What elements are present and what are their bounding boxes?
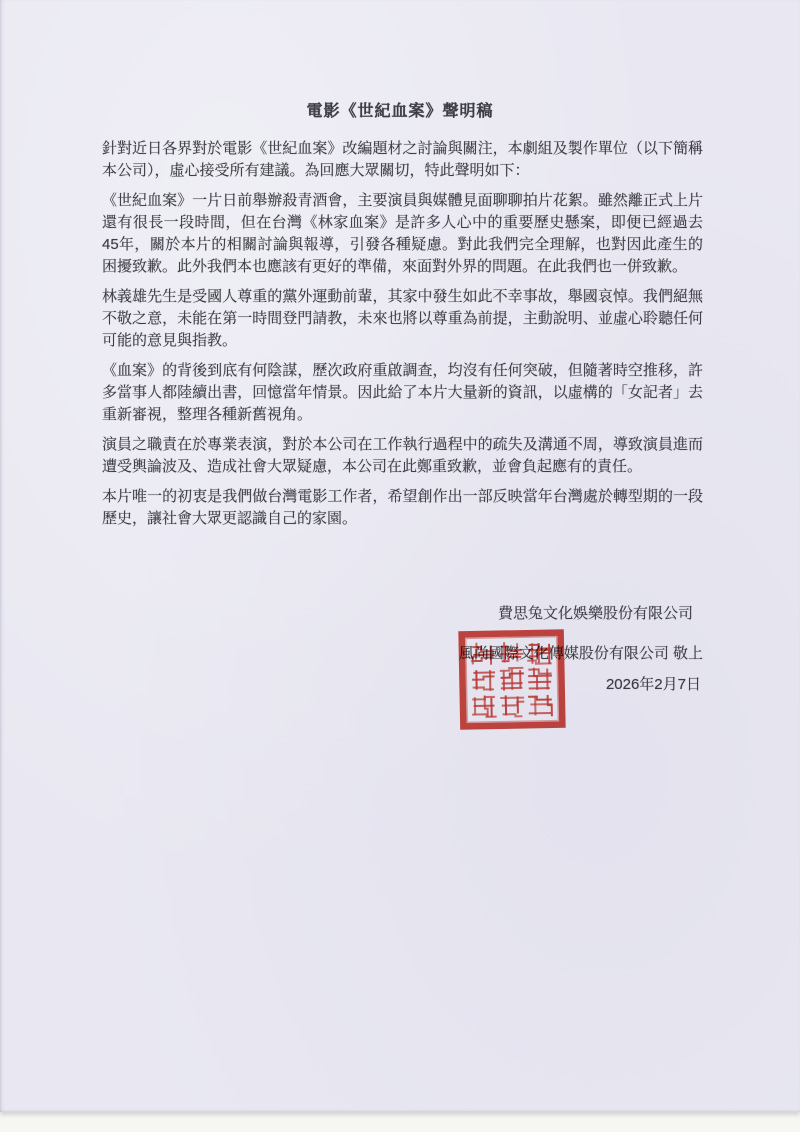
signature-company-secondary: 風尚國際文化傳媒股份有限公司 敬上 [458, 645, 703, 662]
paragraph-case-retrospective: 《血案》的背後到底有何陰謀，歷次政府重啟調查，均沒有任何突破，但隨著時空推移，許多當事人都陸續出書，回憶當年情景。因此給了本片大量新的資訊，以虛構的「女記者」去重新審視，整理各種新舊視角。 [102, 362, 703, 423]
document-title: 電影《世紀血案》聲明稿 [306, 103, 494, 120]
signature-date: 2026年2月7日 [605, 676, 701, 693]
paragraph-original-intention: 本片唯一的初衷是我們做台灣電影工作者，希望創作出一部反映當年台灣處於轉型期的一段歷史，讓社會大眾更認識自己的家園。 [102, 488, 703, 527]
signature-company-primary: 費思兔文化娛樂股份有限公司 [497, 605, 693, 622]
paragraph-actor-responsibility: 演員之職責在於專業表演，對於本公司在工作執行過程中的疏失及溝通不周，導致演員進而遭受輿論波及、造成社會大眾疑慮，本公司在此鄭重致歉，並會負起應有的責任。 [102, 436, 703, 475]
document-body [102, 138, 703, 530]
paragraph-statement-intro: 針對近日各界對於電影《世紀血案》改編題材之討論與關注，本劇組及製作單位（以下簡稱本公司），虛心接受所有建議。為回應大眾關切，特此聲明如下： [102, 140, 703, 179]
signature-block [102, 603, 703, 696]
paragraph-wrap-party-apology: 《世紀血案》一片日前舉辦殺青酒會，主要演員與媒體見面聊聊拍片花絮。雖然離正式上片還有很長一段時間，但在台灣《林家血案》是許多人心中的重要歷史懸案，即便已經過去45年，關於本片的相關討論與報導，引發各種疑慮。對此我們完全理解，也對因此產生的困擾致歉。此外我們本也應該有更好的準備，來面對外界的問題。在此我們也一併致歉。 [102, 192, 703, 275]
paragraph-lin-family-respect: 林義雄先生是受國人尊重的黨外運動前輩，其家中發生如此不幸事故，舉國哀悼。我們絕無不敬之意，未能在第一時間登門請教，未來也將以尊重為前提，主動說明、並虛心聆聽任何可能的意見與指教。 [102, 288, 703, 349]
